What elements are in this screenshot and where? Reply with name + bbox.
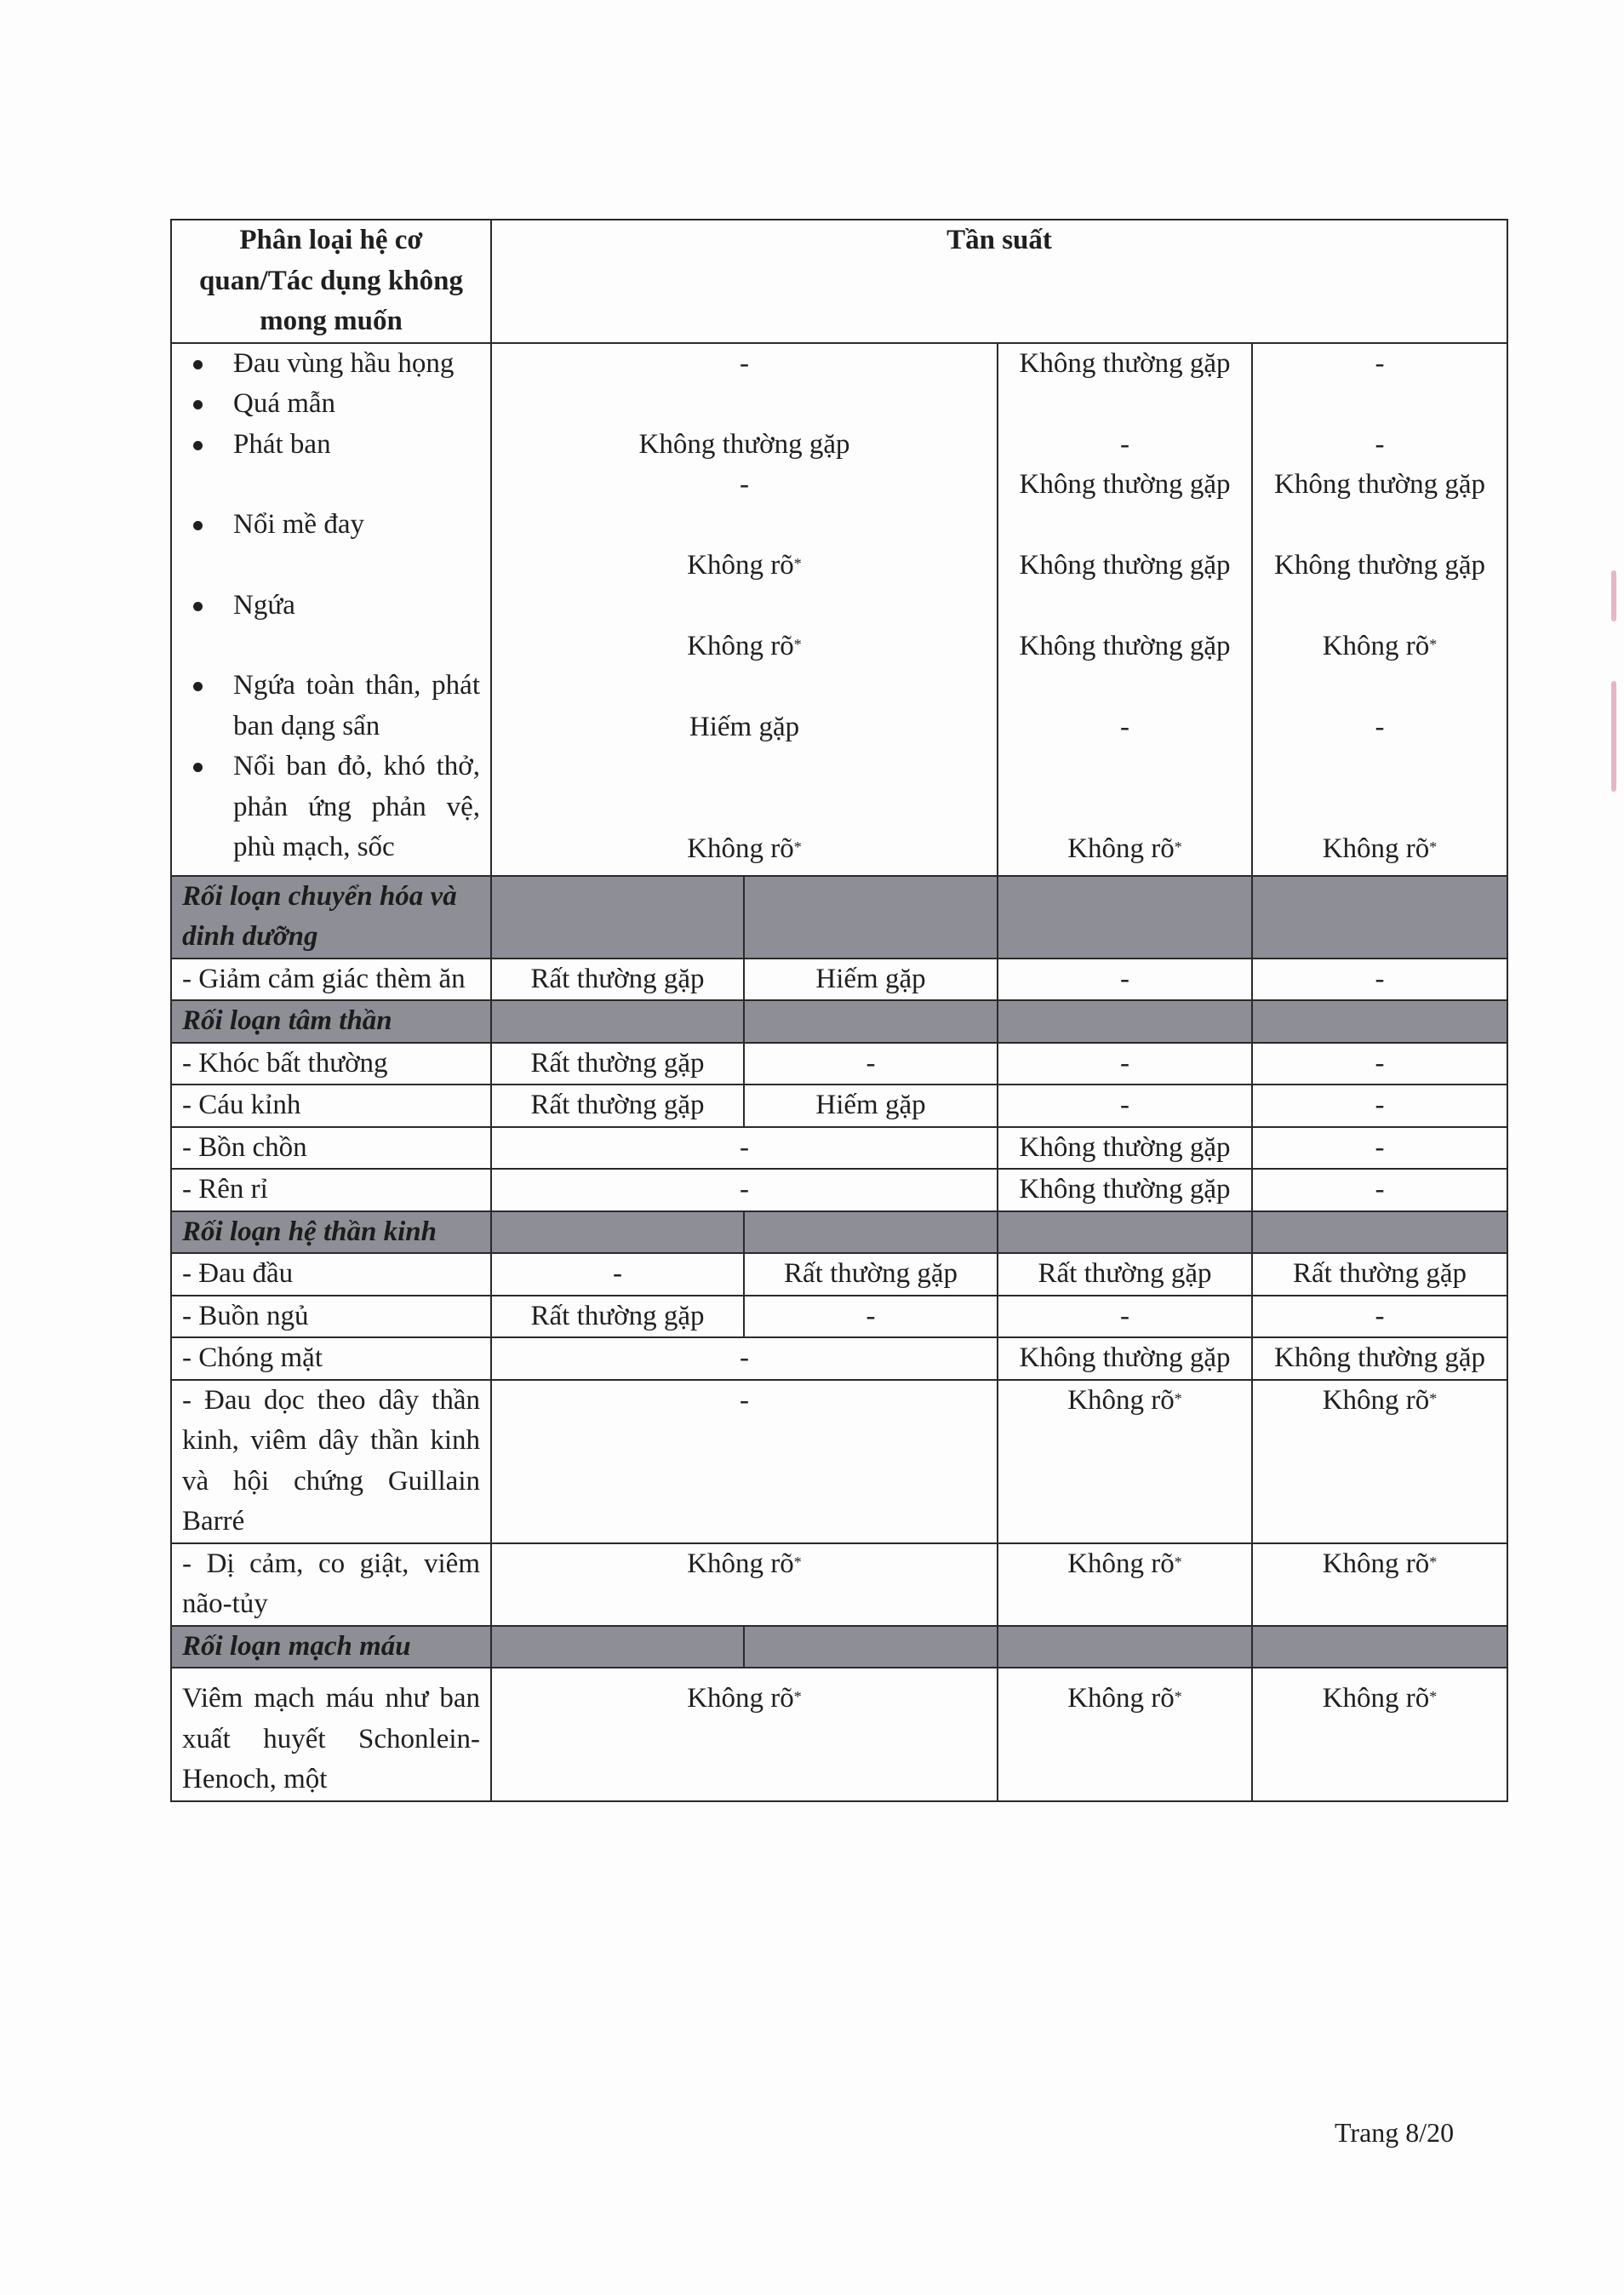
freq-value: Không rõ* <box>687 833 802 864</box>
list-item: Ngứa <box>233 586 480 627</box>
term-cell: - Đau dọc theo dây thần kinh, viêm dây thần kinh và hội chứng Guillain Barré <box>171 1380 491 1543</box>
freq-value: Không rõ* <box>687 631 802 661</box>
header-organ-class: Phân loại hệ cơ quan/Tác dụng không mong muốn <box>171 220 491 343</box>
freq-cell: - <box>491 1169 998 1211</box>
freq-cell: Rất thường gặp <box>491 1296 744 1338</box>
immune-freq-col4 <box>1252 343 1507 876</box>
term-cell: - Đau đầu <box>171 1253 491 1296</box>
section-title: Rối loạn chuyển hóa và dinh dưỡng <box>171 876 491 959</box>
immune-block-row <box>171 343 1507 876</box>
table-row <box>171 959 1507 1001</box>
freq-cell: - <box>1252 1296 1507 1338</box>
term-cell: - Rên rỉ <box>171 1169 491 1211</box>
table-row <box>171 1543 1507 1626</box>
table-row <box>171 1127 1507 1170</box>
freq-cell: Không rõ* <box>1252 1380 1507 1543</box>
freq-cell: - <box>998 959 1252 1001</box>
term-cell: - Giảm cảm giác thèm ăn <box>171 959 491 1001</box>
freq-value: Không thường gặp <box>1019 631 1231 661</box>
freq-value: Không rõ* <box>1322 833 1438 864</box>
freq-cell: - <box>998 1043 1252 1085</box>
freq-value: Không thường gặp <box>1274 550 1485 581</box>
freq-value: Hiếm gặp <box>689 712 800 742</box>
freq-cell: Không rõ* <box>1252 1668 1507 1801</box>
freq-cell: Không thường gặp <box>998 1127 1252 1170</box>
immune-freq-col12 <box>491 343 998 876</box>
term-cell: - Khóc bất thường <box>171 1043 491 1085</box>
freq-cell: Không rõ* <box>491 1668 998 1801</box>
immune-terms-cell <box>171 343 491 876</box>
list-item: Phát ban <box>233 425 480 466</box>
freq-cell: Không thường gặp <box>1252 1337 1507 1380</box>
freq-value: - <box>740 347 749 379</box>
list-item: Đau vùng hầu họng <box>233 344 480 385</box>
term-cell: - Dị cảm, co giật, viêm não-tủy <box>171 1543 491 1626</box>
freq-cell: - <box>491 1380 998 1543</box>
freq-cell: Rất thường gặp <box>491 959 744 1001</box>
table-row <box>171 1085 1507 1127</box>
header-frequency: Tần suất <box>491 220 1507 343</box>
section-row-metabolism <box>171 876 1507 959</box>
freq-cell: Hiếm gặp <box>744 1085 998 1127</box>
freq-value: - <box>1375 347 1385 379</box>
freq-cell: - <box>998 1296 1252 1338</box>
list-item: Nổi mề đay <box>233 505 480 546</box>
table-row <box>171 1253 1507 1296</box>
adverse-effects-table <box>170 219 1508 1802</box>
term-cell: Viêm mạch máu như ban xuất huyết Schonlein-Henoch, một <box>171 1668 491 1801</box>
freq-value: Không rõ* <box>687 550 802 581</box>
section-row-psychiatric <box>171 1000 1507 1043</box>
freq-cell: - <box>1252 1085 1507 1127</box>
list-item: Nổi ban đỏ, khó thở, phản ứng phản vệ, phù mạch, sốc <box>233 747 480 868</box>
section-row-vascular <box>171 1626 1507 1668</box>
freq-cell: - <box>998 1085 1252 1127</box>
freq-cell: - <box>1252 1043 1507 1085</box>
freq-value: - <box>740 469 749 500</box>
freq-cell: Không rõ* <box>998 1380 1252 1543</box>
term-cell: - Bồn chồn <box>171 1127 491 1170</box>
term-cell: - Cáu kỉnh <box>171 1085 491 1127</box>
freq-value: - <box>1375 428 1385 460</box>
freq-value: - <box>1120 712 1129 742</box>
table-row <box>171 1043 1507 1085</box>
freq-value: - <box>1120 428 1129 460</box>
table-row <box>171 1668 1507 1801</box>
immune-term-list <box>182 344 480 868</box>
freq-value: Không thường gặp <box>1274 469 1485 500</box>
freq-value: Không thường gặp <box>1019 347 1231 379</box>
scan-edge-mark <box>1611 681 1616 792</box>
freq-cell: - <box>744 1296 998 1338</box>
scan-edge-mark <box>1611 570 1616 621</box>
freq-cell: Rất thường gặp <box>1252 1253 1507 1296</box>
section-row-nervous <box>171 1211 1507 1254</box>
table-row <box>171 1337 1507 1380</box>
freq-cell: Không rõ* <box>491 1543 998 1626</box>
section-title: Rối loạn mạch máu <box>171 1626 491 1668</box>
freq-value: Không thường gặp <box>1019 469 1231 500</box>
table-row <box>171 1380 1507 1543</box>
freq-value: Không rõ* <box>1067 833 1182 864</box>
freq-cell: - <box>1252 959 1507 1001</box>
freq-cell: Không rõ* <box>1252 1543 1507 1626</box>
freq-cell: - <box>491 1337 998 1380</box>
section-title: Rối loạn hệ thần kinh <box>171 1211 491 1254</box>
term-cell: - Buồn ngủ <box>171 1296 491 1338</box>
freq-cell: Không rõ* <box>998 1668 1252 1801</box>
freq-cell: - <box>1252 1169 1507 1211</box>
freq-value: Không rõ* <box>1322 631 1438 661</box>
freq-cell: Rất thường gặp <box>491 1085 744 1127</box>
freq-value: Không thường gặp <box>1019 550 1231 581</box>
freq-cell: - <box>1252 1127 1507 1170</box>
term-cell: - Chóng mặt <box>171 1337 491 1380</box>
freq-value: - <box>1375 712 1385 742</box>
freq-cell: Hiếm gặp <box>744 959 998 1001</box>
freq-cell: Rất thường gặp <box>998 1253 1252 1296</box>
list-item: Quá mẫn <box>233 384 480 425</box>
table-row <box>171 1296 1507 1338</box>
freq-cell: Rất thường gặp <box>491 1043 744 1085</box>
freq-cell: Không thường gặp <box>998 1169 1252 1211</box>
freq-cell: - <box>744 1043 998 1085</box>
table-row <box>171 1169 1507 1211</box>
section-title: Rối loạn tâm thần <box>171 1000 491 1043</box>
list-item: Ngứa toàn thân, phát ban dạng sẩn <box>233 666 480 747</box>
freq-cell: Không thường gặp <box>998 1337 1252 1380</box>
freq-cell: - <box>491 1127 998 1170</box>
table-header-row <box>171 220 1507 343</box>
freq-cell: Không rõ* <box>998 1543 1252 1626</box>
freq-cell: - <box>491 1253 744 1296</box>
immune-freq-col3 <box>998 343 1252 876</box>
page-number: Trang 8/20 <box>1335 2117 1455 2148</box>
freq-value: Không thường gặp <box>638 428 850 460</box>
freq-cell: Rất thường gặp <box>744 1253 998 1296</box>
